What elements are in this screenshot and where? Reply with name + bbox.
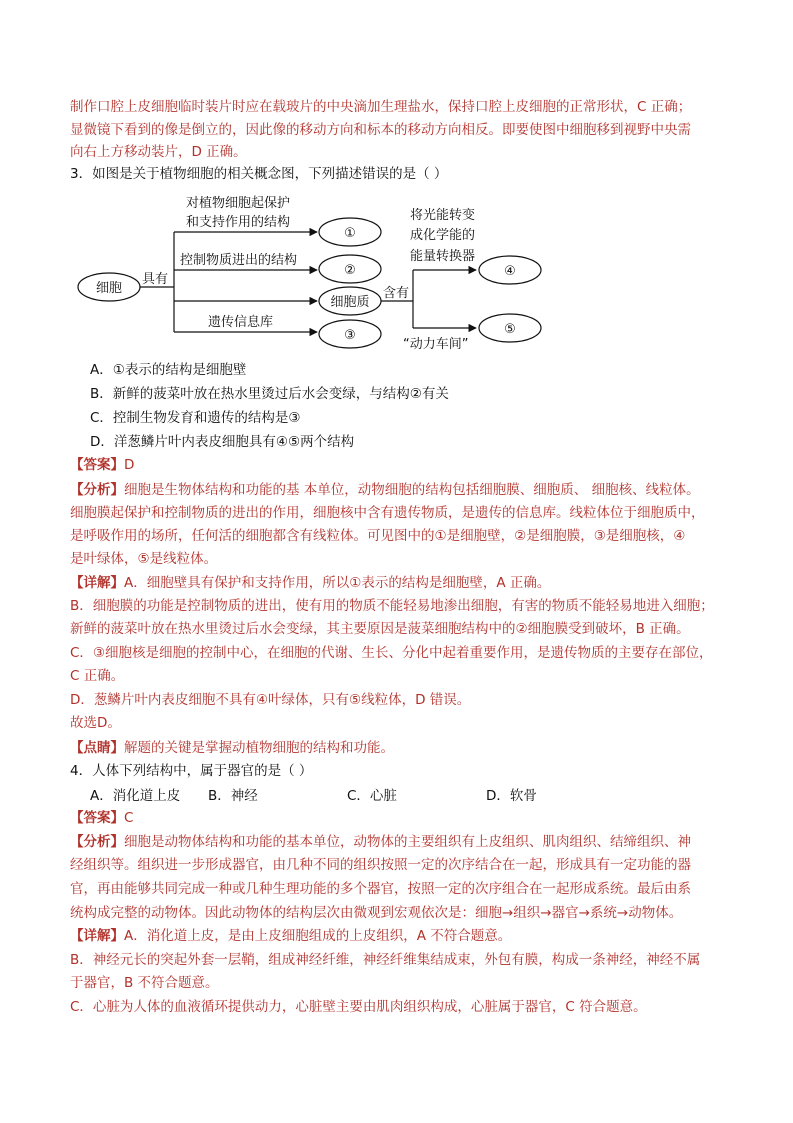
q3-detail-line-5: C 正确。 xyxy=(70,668,125,684)
q4-analysis-line-1: 【分析】细胞是动物体结构和功能的基本单位，动物体的主要组织有上皮组织、肌肉组织、结缔组织、神 xyxy=(70,834,691,850)
cell-label: 细胞 xyxy=(95,281,123,296)
q3-option-a: A．①表示的结构是细胞壁 xyxy=(90,362,247,378)
q4-option-b: B．神经 xyxy=(208,788,258,804)
has-label: 具有 xyxy=(142,272,169,287)
q3-analysis-line-2: 细胞膜起保护和控制物质的进出的作用，细胞核中含有遗传物质，是遗传的信息库。线粒体位于细胞质中， xyxy=(70,505,705,521)
q4-option-d: D．软骨 xyxy=(486,788,537,804)
prev-analysis-line-3: 向右上方移动装片，D 正确。 xyxy=(70,144,247,160)
q3-detail-line-6: D．葱鳞片叶内表皮细胞不具有④叶绿体，只有⑤线粒体，D 错误。 xyxy=(70,692,471,708)
q3-option-d: D．洋葱鳞片叶内表皮细胞具有④⑤两个结构 xyxy=(90,434,355,450)
q4-analysis-line-3: 官，再由能够共同完成一种或几种生理功能的多个器官，按照一定的次序组合在一起形成系统。最后由系 xyxy=(70,881,691,897)
q3-answer: 【答案】D xyxy=(70,457,135,473)
protect-label-1: 对植物细胞起保护 xyxy=(186,196,291,211)
svg-text:②: ② xyxy=(344,263,356,278)
q4-analysis-line-4: 统构成完整的动物体。因此动物体的结构层次由微观到宏观依次是：细胞→组织→器官→系统→动物体。 xyxy=(70,905,683,921)
q4-detail-line-3: 于器官，B 不符合题意。 xyxy=(70,975,219,991)
svg-text:①: ① xyxy=(344,226,356,241)
svg-text:③: ③ xyxy=(344,328,356,343)
q3-detail-line-3: 新鲜的菠菜叶放在热水里烫过后水会变绿，其主要原因是菠菜细胞结构中的②细胞膜受到破坏，B 正确。 xyxy=(70,621,690,637)
energy-label-2: 成化学能的 xyxy=(410,228,476,243)
q4-option-c: C．心脏 xyxy=(347,788,397,804)
contains-label: 含有 xyxy=(383,286,410,301)
power-label: “动力车间” xyxy=(403,337,469,350)
prev-analysis-line-2: 显微镜下看到的像是倒立的，因此像的移动方向和标本的移动方向相反。即要使图中细胞移到视野中央需 xyxy=(70,122,691,138)
q3-option-c: C．控制生物发育和遗传的结构是③ xyxy=(90,410,301,426)
q3-detail-line-4: C．③细胞核是细胞的控制中心，在细胞的代谢、生长、分化中起着重要作用，是遗传物质的主要存在部位， xyxy=(70,645,713,661)
prev-analysis-line-1: 制作口腔上皮细胞临时装片时应在载玻片的中央滴加生理盐水，保持口腔上皮细胞的正常形状，C 正确； xyxy=(70,99,692,115)
q4-stem: 4．人体下列结构中，属于器官的是（ ） xyxy=(70,763,313,779)
q4-option-a: A．消化道上皮 xyxy=(90,788,181,804)
genetic-label: 遗传信息库 xyxy=(208,315,274,330)
energy-label-1: 将光能转变 xyxy=(410,208,476,223)
concept-map-diagram xyxy=(70,190,550,350)
svg-text:细胞质: 细胞质 xyxy=(330,295,370,310)
q3-analysis-line-1: 【分析】细胞是生物体结构和功能的基 本单位，动物细胞的结构包括细胞膜、细胞质、 细胞核、线粒体。 xyxy=(70,482,700,498)
q3-analysis-line-4: 是叶绿体，⑤是线粒体。 xyxy=(70,551,218,567)
q3-detail-line-1: 【详解】A．细胞壁具有保护和支持作用，所以①表示的结构是细胞壁，A 正确。 xyxy=(70,575,551,591)
q3-option-b: B．新鲜的菠菜叶放在热水里烫过后水会变绿，与结构②有关 xyxy=(90,386,449,402)
protect-label-2: 和支持作用的结构 xyxy=(186,215,291,230)
q3-stem: 3．如图是关于植物细胞的相关概念图，下列描述错误的是（ ） xyxy=(70,166,448,182)
svg-text:⑤: ⑤ xyxy=(504,322,516,337)
q3-detail-line-7: 故选D。 xyxy=(70,715,121,731)
q4-analysis-line-2: 经组织等。组织进一步形成器官，由几种不同的组织按照一定的次序结合在一起，形成具有一定功能的器 xyxy=(70,857,691,873)
q3-detail-line-2: B．细胞膜的功能是控制物质的进出，使有用的物质不能轻易地渗出细胞，有害的物质不能轻易地进入细胞； xyxy=(70,598,714,614)
svg-text:④: ④ xyxy=(504,264,516,279)
control-label: 控制物质进出的结构 xyxy=(180,253,298,268)
q4-detail-line-2: B．神经元长的突起外套一层鞘，组成神经纤维，神经纤维集结成束，外包有膜，构成一条神经，神经不属 xyxy=(70,952,701,968)
q4-detail-line-4: C．心脏为人体的血液循环提供动力，心脏壁主要由肌肉组织构成，心脏属于器官，C 符合题意。 xyxy=(70,999,647,1015)
q3-analysis-line-3: 是呼吸作用的场所，任何活的细胞都含有线粒体。可见图中的①是细胞壁，②是细胞膜，③是细胞核，④ xyxy=(70,528,686,544)
q4-detail-line-1: 【详解】A．消化道上皮，是由上皮细胞组成的上皮组织，A 不符合题意。 xyxy=(70,928,512,944)
energy-label-3: 能量转换器 xyxy=(410,249,476,264)
q4-answer: 【答案】C xyxy=(70,810,134,826)
q3-tip: 【点睛】解题的关键是掌握动植物细胞的结构和功能。 xyxy=(70,740,394,756)
